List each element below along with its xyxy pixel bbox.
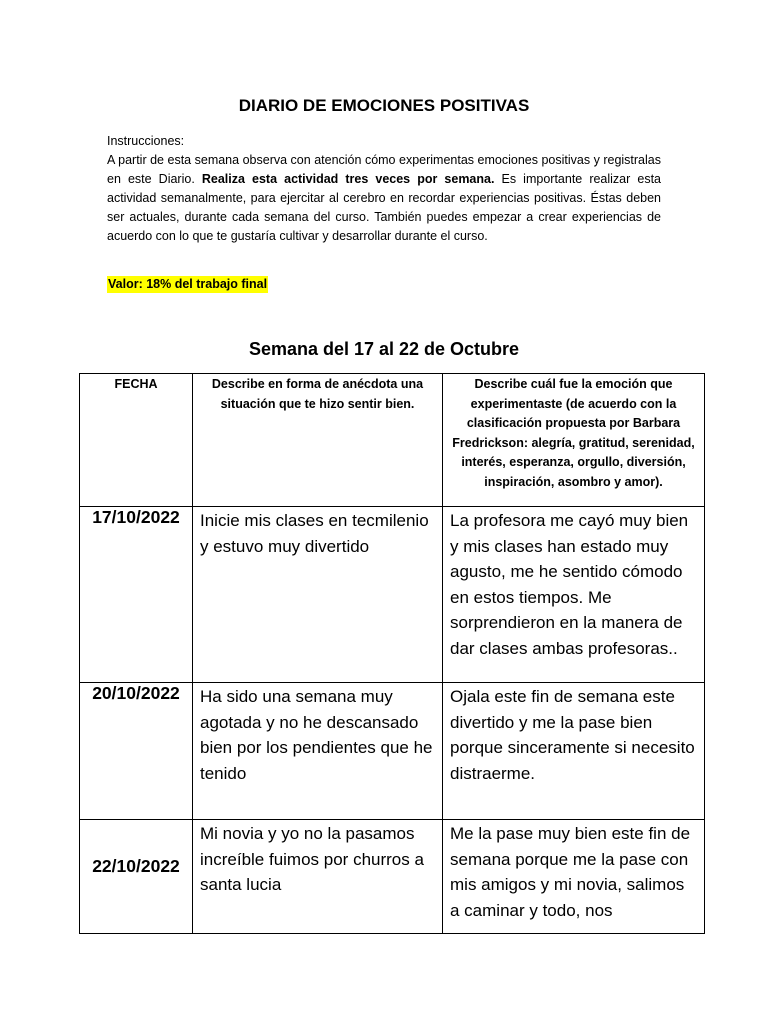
header-date: FECHA bbox=[80, 374, 193, 507]
instructions-bold-text: Realiza esta actividad tres veces por semana. bbox=[201, 172, 495, 186]
table-row bbox=[80, 683, 705, 820]
row-date: 20/10/2022 bbox=[80, 683, 193, 820]
row-story: Mi novia y yo no la pasamos increíble fuimos por churros a santa lucia bbox=[193, 820, 443, 934]
table-row bbox=[80, 507, 705, 683]
row-date: 17/10/2022 bbox=[80, 507, 193, 683]
instructions-text-2: Es importante realizar esta actividad semanalmente, para ejercitar al cerebro en recordar experiencias positivas. Éstas deben ser actuales, durante cada semana del curso. También puedes empezar a crear experiencias de acuerdo con lo que te gustaría cultivar y desarrollar durante el curso. bbox=[107, 172, 661, 243]
table-header-row bbox=[80, 374, 705, 507]
document-title: DIARIO DE EMOCIONES POSITIVAS bbox=[238, 96, 530, 115]
row-emotion: Me la pase muy bien este fin de semana porque me la pase con mis amigos y mi novia, salimos a caminar y todo, nos bbox=[443, 820, 705, 934]
instructions-block bbox=[107, 132, 661, 246]
value-highlight: Valor: 18% del trabajo final bbox=[108, 277, 268, 291]
instructions-body bbox=[107, 151, 661, 246]
diary-table bbox=[79, 373, 705, 934]
row-date: 22/10/2022 bbox=[80, 820, 193, 934]
header-emotion: Describe cuál fue la emoción que experimentaste (de acuerdo con la clasificación propuesta por Barbara Fredrickson: alegría, gratitud, serenidad, interés, esperanza, orgullo, diversión, inspiración, asombro y amor). bbox=[443, 374, 705, 507]
header-story: Describe en forma de anécdota una situación que te hizo sentir bien. bbox=[193, 374, 443, 507]
row-story: Ha sido una semana muy agotada y no he descansado bien por los pendientes que he tenido bbox=[193, 683, 443, 820]
instructions-text-1: A partir de esta semana observa con atención cómo experimentas emociones positivas y registralas en este Diario. bbox=[107, 153, 661, 186]
row-emotion: La profesora me cayó muy bien y mis clases han estado muy agusto, me he sentido cómodo en estos tiempos. Me sorprendieron en la manera de dar clases ambas profesoras.. bbox=[443, 507, 705, 683]
instructions-heading: Instrucciones: bbox=[107, 134, 185, 148]
week-title: Semana del 17 al 22 de Octubre bbox=[248, 339, 520, 359]
table-row bbox=[80, 820, 705, 934]
row-story: Inicie mis clases en tecmilenio y estuvo muy divertido bbox=[193, 507, 443, 683]
row-emotion: Ojala este fin de semana este divertido y me la pase bien porque sinceramente si necesito distraerme. bbox=[443, 683, 705, 820]
